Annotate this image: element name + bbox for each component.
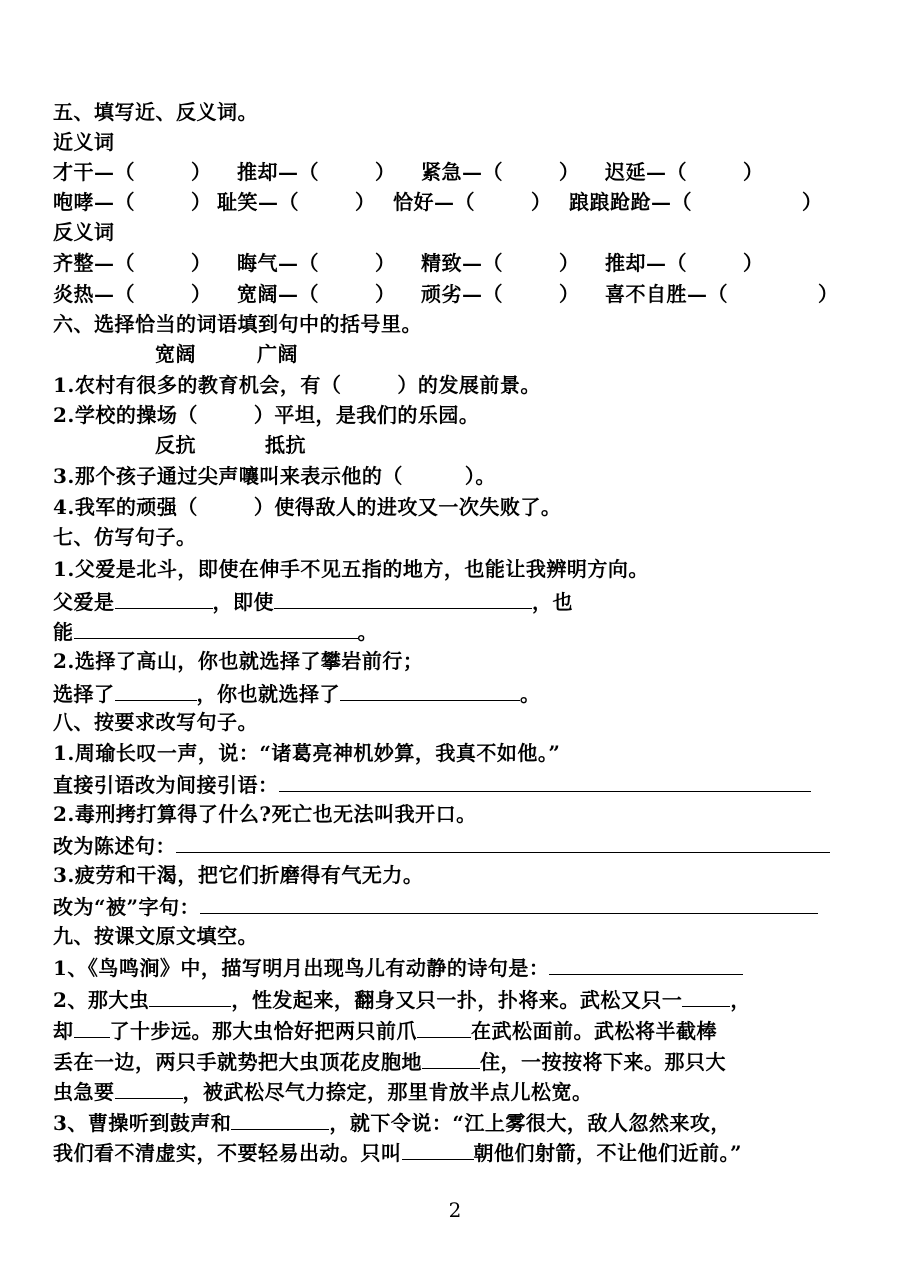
antonym-row-2	[53, 279, 839, 309]
fill-blank[interactable]	[149, 984, 231, 1007]
example-sentence-1: 1.父爱是北斗，即使在伸手不见五指的地方，也能让我辨明方向。	[53, 557, 649, 581]
synonym-item: 咆哮—（ ）	[53, 190, 212, 214]
section-9-title: 九、按课文原文填空。	[53, 924, 258, 948]
word-option: 广阔	[257, 342, 298, 366]
fill-blank[interactable]	[417, 1015, 471, 1038]
rewrite-answer-1: 直接引语改为间接引语：	[53, 769, 811, 799]
imitation-line-1: 父爱是 ，即使 ，也	[53, 586, 573, 616]
answer-line[interactable]	[176, 830, 830, 853]
antonym-item: 推却—（ ）	[605, 251, 764, 275]
fill-blank[interactable]	[115, 678, 197, 701]
synonym-item: 恰好—（ ）	[393, 190, 552, 214]
antonym-item: 宽阔—（ ）	[237, 282, 396, 306]
fill-blank[interactable]	[274, 586, 532, 609]
word-option: 宽阔	[155, 342, 196, 366]
word-option: 抵抗	[265, 433, 306, 457]
fill-blank[interactable]	[74, 616, 358, 639]
question-6-4: 4.我军的顽强（ ）使得敌人的进攻又一次失败了。	[53, 495, 562, 519]
imitation-line-2: 能 。	[53, 616, 378, 646]
recite-question-2-line-3: 丢在一边，两只手就势把大虫顶花皮胞地 住，一按按将下来。那只大	[53, 1046, 726, 1076]
rewrite-sentence-3: 3.疲劳和干渴，把它们折磨得有气无力。	[53, 863, 424, 887]
synonym-row-1	[53, 157, 764, 187]
recite-question-2-line-4: 虫急要 ，被武松尽气力捺定，那里肯放半点儿松宽。	[53, 1076, 593, 1106]
fill-blank[interactable]	[115, 586, 213, 609]
synonym-item: 推却—（ ）	[237, 160, 396, 184]
rewrite-answer-2: 改为陈述句：	[53, 830, 830, 860]
question-6-1: 1.农村有很多的教育机会，有（ ）的发展前景。	[53, 373, 541, 397]
antonym-item: 顽劣—（ ）	[421, 282, 580, 306]
fill-blank[interactable]	[402, 1137, 474, 1160]
fill-blank[interactable]	[231, 1107, 329, 1130]
synonym-row-2	[53, 187, 823, 217]
synonym-item: 才干—（ ）	[53, 160, 212, 184]
section-8-title: 八、按要求改写句子。	[53, 710, 258, 734]
fill-blank[interactable]	[549, 952, 743, 975]
fill-blank[interactable]	[74, 1015, 110, 1038]
antonym-item: 炎热—（ ）	[53, 282, 212, 306]
antonym-label: 反义词	[53, 220, 115, 244]
example-sentence-2: 2.选择了高山，你也就选择了攀岩前行；	[53, 649, 424, 673]
rewrite-answer-3: 改为“被”字句：	[53, 891, 818, 921]
word-option: 反抗	[155, 433, 196, 457]
page-number: 2	[448, 1198, 462, 1222]
imitation-line-3: 选择了 ，你也就选择了 。	[53, 678, 541, 708]
synonym-item: 迟延—（ ）	[605, 160, 764, 184]
synonym-item: 踉踉跄跄—（ ）	[569, 190, 823, 214]
fill-blank[interactable]	[682, 984, 730, 1007]
antonym-item: 晦气—（ ）	[237, 251, 396, 275]
recite-question-1: 1、《鸟鸣涧》中，描写明月出现鸟儿有动静的诗句是：	[53, 952, 743, 982]
recite-question-3-line-2: 我们看不清虚实，不要轻易出动。只叫 朝他们射箭，不让他们近前。”	[53, 1137, 742, 1167]
rewrite-sentence-1: 1.周瑜长叹一声，说：“诸葛亮神机妙算，我真不如他。”	[53, 741, 561, 765]
question-6-2: 2.学校的操场（ ）平坦，是我们的乐园。	[53, 403, 480, 427]
antonym-row-1	[53, 248, 764, 278]
fill-blank[interactable]	[340, 678, 520, 701]
antonym-item: 齐整—（ ）	[53, 251, 212, 275]
answer-line[interactable]	[200, 891, 818, 914]
synonym-label: 近义词	[53, 130, 115, 154]
rewrite-sentence-2: 2.毒刑拷打算得了什么?死亡也无法叫我开口。	[53, 802, 477, 826]
antonym-item: 精致—（ ）	[421, 251, 580, 275]
antonym-item: 喜不自胜—（ ）	[605, 282, 839, 306]
recite-question-3-line-1: 3、曹操听到鼓声和 ，就下令说：“江上雾很大，敌人忽然来攻，	[53, 1107, 731, 1137]
synonym-item: 耻笑—（ ）	[217, 190, 376, 214]
recite-question-2-line-1: 2、那大虫 ，性发起来，翻身又只一扑，扑将来。武松又只一 ，	[53, 984, 751, 1014]
section-5-title: 五、填写近、反义词。	[53, 100, 258, 124]
fill-blank[interactable]	[422, 1046, 480, 1069]
answer-line[interactable]	[279, 769, 811, 792]
question-6-3: 3.那个孩子通过尖声嚷叫来表示他的（ ）。	[53, 464, 496, 488]
fill-blank[interactable]	[115, 1076, 183, 1099]
section-6-title: 六、选择恰当的词语填到句中的括号里。	[53, 312, 422, 336]
synonym-item: 紧急—（ ）	[421, 160, 580, 184]
word-choice-pair-1	[155, 339, 298, 369]
word-choice-pair-2	[155, 430, 306, 460]
recite-question-2-line-2: 却 了十步远。那大虫恰好把两只前爪 在武松面前。武松将半截棒	[53, 1015, 717, 1045]
section-7-title: 七、仿写句子。	[53, 525, 197, 549]
